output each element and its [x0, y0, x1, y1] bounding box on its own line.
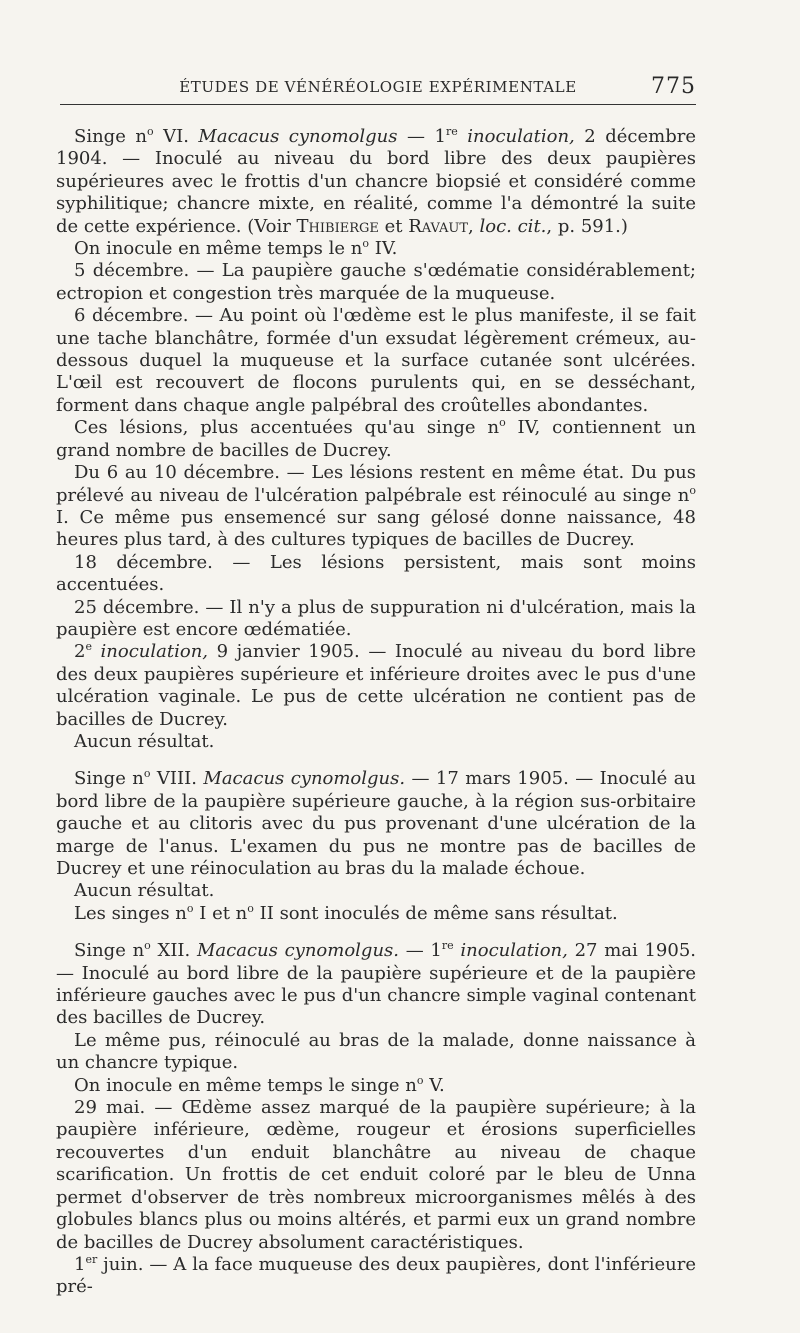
body-text: [56, 126, 696, 1299]
paragraph: 25 décembre. — Il n'y a plus de suppuration ni d'ulcération, mais la paupière est encore œdématiée.: [56, 596, 696, 640]
paragraph: Le même pus, réinoculé au bras de la malade, donne naissance à un chancre typique.: [56, 1029, 696, 1074]
running-header: [60, 74, 696, 104]
paragraph: Les singes $n^o$ I et $n^o$ II sont inoculés de même sans résultat.: [74, 901, 618, 924]
paragraph: Aucun résultat.: [74, 880, 215, 902]
paragraph: 6 décembre. — Au point où l'œdème est le plus manifeste, il se fait une tache blanchâtre, formée d'un exsudat légèrement crémeux, au-dessous duquel la muqueuse et la surface cutanée sont ulcérées. L'œil est recouvert de flocons purulents qui, en se desséchant, forment dans chaque angle palpébral des croûtelles abondantes.: [56, 305, 696, 416]
paragraph: Singe $n^o$ VIII. Macacus cynomolgus. — 17 mars 1905. — Inoculé au bord libre de la paupière supérieure gauche, à la région sus-orbitaire gauche et au clitoris avec du pus provenant d'une ulcération de la marge de l'anus. L'examen du pus ne montre pas de bacilles de Ducrey et une réinoculation au bras du la malade échoue.: [56, 767, 697, 879]
paragraph: Singe $n^o$ XII. Macacus cynomolgus. — 1re inoculation, 27 mai 1905. — Inoculé au bord libre de la paupière supérieure et de la paupière inférieure gauches avec le pus d'un chancre simple vaginal contenant des bacilles de Ducrey.: [56, 939, 697, 1029]
paragraph: On inocule en même temps le singe $n^o$ V.: [74, 1073, 445, 1096]
paragraph: Ces lésions, plus accentuées qu'au singe $n^o$ IV, contiennent un grand nombre de bacilles de Ducrey.: [56, 416, 696, 461]
paragraph: Aucun résultat.: [74, 730, 215, 752]
paragraph: 29 mai. — Œdème assez marqué de la paupière supérieure; à la paupière inférieure, œdème, rougeur et érosions superficielles recouvertes d'un enduit blanchâtre au niveau de chaque scarification. Un frottis de cet enduit coloré par le bleu de Unna permet d'observer de très nombreux microorganismes mêlés à des globules blancs plus ou moins altérés, et parmi eux un grand nombre de bacilles de Ducrey absolument caractéristiques.: [56, 1097, 696, 1253]
paragraph: 2e inoculation, 9 janvier 1905. — Inoculé au niveau du bord libre des deux paupières supérieure et inférieure droites avec le pus d'une ulcération vaginale. Le pus de cette ulcération ne contient pas de bacilles de Ducrey.: [56, 640, 697, 730]
paragraph: 18 décembre. — Les lésions persistent, mais sont moins accentuées.: [56, 551, 696, 596]
header-rule: [60, 104, 696, 105]
paragraph: On inocule en même temps le $n^o$ IV.: [74, 237, 398, 260]
header-title: ÉTUDES DE VÉNÉRÉOLOGIE EXPÉRIMENTALE: [179, 78, 577, 96]
paragraph: Du 6 au 10 décembre. — Les lésions restent en même état. Du pus prélevé au niveau de l'ulcération palpébrale est réinoculé au singe $n^o$ I. Ce même pus ensemencé sur sang gélosé donne naissance, 48 heures plus tard, à des cultures typiques de bacilles de Ducrey.: [56, 462, 696, 551]
paragraph: 5 décembre. — La paupière gauche s'œdématie considérablement; ectropion et congestion très marquée de la muqueuse.: [56, 260, 696, 304]
page-number: 775: [651, 74, 696, 99]
paragraph: 1er juin. — A la face muqueuse des deux paupières, dont l'inférieure pré-: [56, 1252, 696, 1298]
paragraph: Singe $n^o$ VI. Macacus cynomolgus — 1re inoculation, 2 décembre 1904. — Inoculé au niveau du bord libre des deux paupières supérieures avec le frottis d'un chancre biopsié et considéré comme syphilitique; chancre mixte, en réalité, comme l'a démontré la suite de cette expérience. (Voir Thibierge et Ravaut, loc. cit., p. 591.): [56, 125, 696, 237]
